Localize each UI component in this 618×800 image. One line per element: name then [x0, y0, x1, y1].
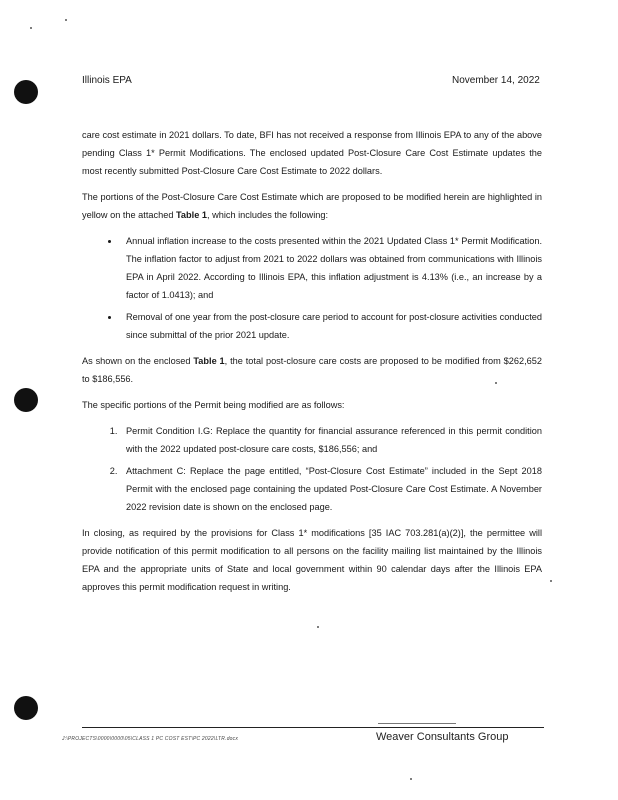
paragraph-status: care cost estimate in 2021 dollars. To date, BFI has not received a response from Illinois EPA to any of the above pending Class 1* Permit Modifications. The enclosed updated Post-Closure Care Cost Estimate updates the most recently submitted Post-Closure Care Cost Estimate to 2022 dollars.	[82, 130, 542, 176]
scan-speck	[65, 19, 67, 21]
footer-short-rule	[378, 723, 456, 724]
header-recipient: Illinois EPA	[82, 75, 132, 86]
scan-speck	[410, 778, 412, 780]
scan-speck	[550, 580, 552, 582]
table-reference: Table 1	[193, 356, 225, 366]
paragraph-costs-text: As shown on the enclosed	[82, 356, 194, 366]
punch-hole-top	[14, 80, 38, 104]
paragraph-portions	[82, 188, 542, 224]
numbered-item-attachment: 2. Attachment C: Replace the page entitled, “Post-Closure Cost Estimate” included in the Sept 2018 Permit with the enclosed page containing the updated Post-Closure Care Cost Estimate. A November 2022 revision date is shown on the enclosed page.	[120, 462, 542, 516]
bullet-item-inflation: • Annual inflation increase to the costs presented within the 2021 Updated Class 1* Permit Modification. The inflation factor to adjust from 2021 to 2022 dollars was obtained from communications with Illinois EPA in April 2022. According to Illinois EPA, this inflation adjustment is 4.13% (i.e., an increase by a factor of 1.0413); and	[120, 232, 542, 304]
permit-modification-list	[82, 422, 542, 516]
punch-hole-bottom	[14, 696, 38, 720]
modification-bullet-list	[82, 232, 542, 344]
bullet-item-removal: • Removal of one year from the post-closure care period to account for post-closure activities conducted since submittal of the prior 2021 update.	[120, 308, 542, 344]
footer-company-name: Weaver Consultants Group	[376, 731, 509, 743]
header-date: November 14, 2022	[452, 75, 540, 86]
paragraph-specific-portions: The specific portions of the Permit being modified are as follows:	[82, 400, 345, 410]
scan-speck	[30, 27, 32, 29]
paragraph-closing: In closing, as required by the provisions for Class 1* modifications [35 IAC 703.281(a)(2)], the permittee will provide notification of this permit modification to all persons on the facility mailing list maintained by the Illinois EPA and the appropriate units of State and local government within 90 calendar days after the Illinois EPA approves this permit modification request in writing.	[82, 528, 542, 592]
punch-hole-middle	[14, 388, 38, 412]
footer-file-path: J:\PROJECTS\0000\0000\05\CLASS 1 PC COST EST\PC 2022\LTR.docx	[62, 736, 239, 742]
table-reference: Table 1	[175, 210, 207, 220]
paragraph-costs	[82, 352, 542, 388]
numbered-item-condition: 1. Permit Condition I.G: Replace the quantity for financial assurance referenced in this permit condition with the 2022 updated post-closure care costs, $186,556; and	[120, 422, 542, 458]
paragraph-costs-text-end: , the total post-closure care costs are proposed to be modified from $262,652 to $186,556.	[82, 356, 542, 384]
scan-speck	[317, 626, 319, 628]
paragraph-portions-text-end: , which includes the following:	[206, 210, 329, 220]
footer-rule	[82, 727, 544, 728]
letter-body	[82, 126, 542, 604]
paragraph-portions-text: The portions of the Post-Closure Care Cost Estimate which are proposed to be modified herein are highlighted in yellow on the attached	[82, 192, 542, 220]
